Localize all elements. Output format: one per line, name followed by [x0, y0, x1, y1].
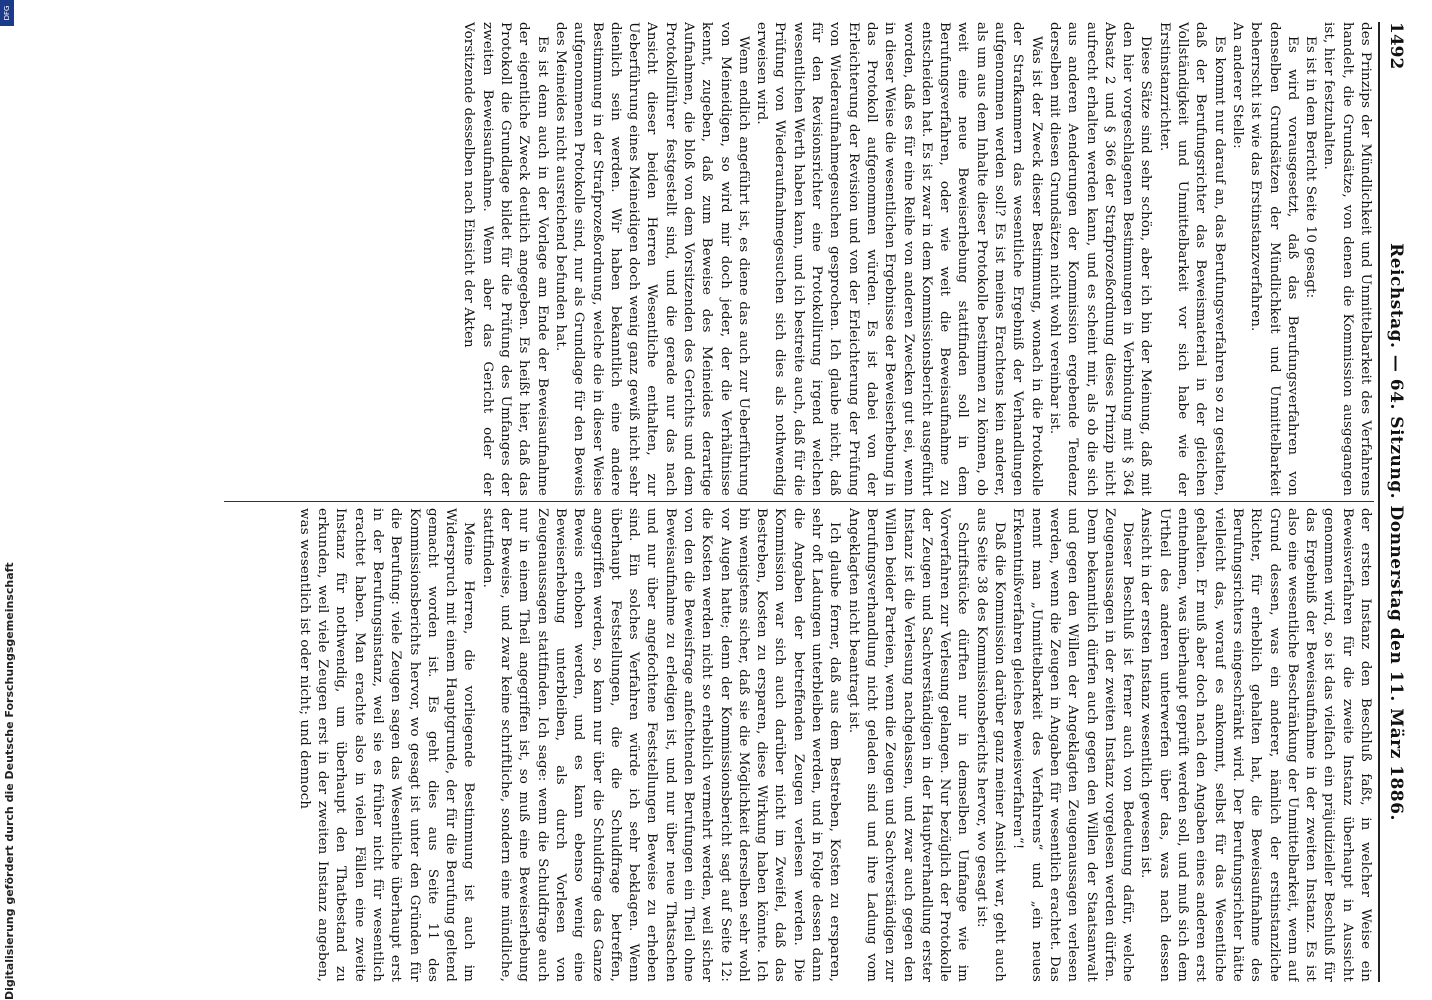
dfg-logo-icon: [0, 0, 14, 26]
left-paragraph: Diese Sätze sind sehr schön, aber ich bin der Meinung, daß mit den hier vorgeschlagenen Bestimmungen in Verbindung mit § 364 Absatz 2 und § 366 der Strafprozeßordnung dieses Prinzip nicht aufrecht erhalten werden kann, und es scheint mir, als ob die sich aus anderen Aenderungen der Kommission ergebende Tendenz derselben mit diesen Grundsätzen nicht wohl vereinbar ist.: [1046, 22, 1154, 496]
right-paragraph: Schriftstücke dürften nur in demselben Umfange wie im Vorverfahren zur Verlesung gelangen. Nur bezüglich der Protokolle der Zeugen und Sachverständigen in der Hauptverhandlung erster Instanz ist die Verlesung nachgelassen, und zwar auch gegen den Willen beider Parteien, wenn die Zeugen und Sachverständigen zur Berufungsverhandlung nicht geladen sind und ihre Ladung vom Angeklagten nicht beantragt ist.: [845, 508, 971, 982]
column-divider: [224, 501, 1374, 502]
right-paragraph: Daß die Kommission darüber ganz meiner Ansicht war, geht auch aus Seite 38 des Kommissionsberichts hervor, wo gesagt ist:: [973, 508, 1008, 982]
page-header: [1378, 22, 1410, 982]
dfg-logo-text: DFG: [3, 5, 11, 21]
text-column-right: [224, 508, 1374, 982]
left-paragraph: Was ist der Zweck dieser Bestimmung, wonach in die Protokolle der Strafkammern das wesentliche Ergebniß der Verhandlungen aufgenommen werden soll? Es ist meines Erachtens kein anderer, als um aus dem Inhalte dieser Protokolle bestimmen zu können, ob weit eine neue Beweiserhebung stattfinden soll in dem Berufungsverfahren, oder wie weit die Beweisaufnahme zu entscheiden hat. Es ist zwar in dem Kommissionsbericht ausgeführt worden, daß es für eine Reihe von anderen Zwecken gut sei, wenn in dieser Weise die wesentlichen Ergebnisse der Beweiserhebung in das Protokoll aufgenommen würden. Es ist dabei von der Erleichterung der Revision und von der Erleichterung der Prüfung von Wiederaufnahmegesuchen gesprochen. Ich glaube nicht, daß für den Revisionsrichter eine Protokollirung irgend welchen wesentlichen Werth haben kann, und ich bestreite auch, daß für die Prüfung von Wiederaufnahmegesuchen sich dies als nothwendig erweisen wird.: [754, 22, 1044, 496]
left-paragraph: Es ist in dem Bericht Seite 10 gesagt:: [1303, 36, 1319, 299]
left-paragraph: Wenn endlich angeführt ist, es diene das auch zur Ueberführung von Meineidigen, so wird mir doch jeder, der die Verhältnisse kennt, zugeben, daß zum Beweise des Meineides derartige Aufnahmen, die bloß von dem Vorsitzenden des Gerichts und dem Protokollführer festgestellt sind, und die gerade nur das nach Ansicht dieser beiden Herren Wesentliche enthalten, zur Ueberführung eines Meineidigen doch wenig ganz gewiß nicht sehr dienlich sein werden. Wir haben bekanntlich eine andere Bestimmung in der Strafprozeßordnung, welche die in dieser Weise aufgenommenen Protokolle sind, nur als Grundlage für den Beweis des Meineides nicht ausreichend befunden hat.: [552, 22, 751, 496]
digitization-credit: [3, 562, 19, 1000]
digitization-note: Digitalisierung gefördert durch die Deutsche Forschungsgemeinschaft: [3, 562, 16, 1000]
left-paragraph: An anderer Stelle:: [1229, 22, 1245, 149]
text-column-left: [224, 22, 1374, 496]
running-title: Reichstag. — 64. Sitzung. Donnerstag den 11. März 1886.: [1386, 243, 1406, 821]
right-paragraph: Meine Herren, die vorliegende Bestimmung ist auch im Widerspruch mit einem Hauptgrunde, der für die Berufung geltend gemacht worden ist. Es geht dies aus Seite 11 des Kommissionsberichts hervor, wo gesagt ist unter den Gründen für die Berufung: viele Zeugen sagen das Wesentliche überhaupt erst in der Berufungsinstanz, weil sie es früher nicht für wesentlich erachtet haben. Man erachte also in vielen Fällen eine zweite Instanz für nothwendig, um überhaupt den Thatbestand zu erkunden, weil viele Zeugen erst in der zweiten Instanz angeben, was wesentlich ist oder nicht; und dennoch: [296, 508, 477, 982]
left-paragraph: Es kommt nur darauf an, das Berufungsverfahren so zu gestalten, daß der Berufungsrichter das Beweismaterial in der gleichen Vollständigkeit und Unmittelbarkeit vor sich habe wie der Erstinstanzrichter.: [1156, 22, 1227, 496]
left-paragraph: Es wird vorausgesetzt, daß das Berufungsverfahren von denselben Grundsätzen der Mündlichkeit und Unmittelbarkeit beherrscht ist wie das Erstinstanzverfahren.: [1248, 22, 1300, 496]
page-number: 1492: [1386, 22, 1406, 70]
left-paragraph: Es ist denn auch in der Vorlage am Ende der Beweisaufnahme der eigentliche Zweck deutlich angegeben. Es heißt hier, daß das Protokoll die Grundlage bildet für die Prüfung des Umfanges der zweiten Beweisaufnahme. Wenn aber das Gericht oder der Vorsitzende desselben nach Einsicht der Akten: [461, 22, 550, 496]
right-paragraph: Dieser Beschluß ist ferner auch von Bedeutung dafür, welche Zeugenaussagen in der zweiten Instanz vorgelesen werden dürfen. Denn bekanntlich dürfen auch gegen den Willen der Staatsanwalt und gegen den Willen der Angeklagten Zeugenaussagen verlesen werden, wenn die Zeugen in Angaben für wesentlich erachtet. Das nennt man „Unmittelbarkeit des Verfahrens“ und „ein neues Erkenntnißverfahren gleiches Beweisverfahren“!: [1010, 508, 1136, 982]
rotated-sheet: [108, 0, 1418, 1000]
left-paragraph: des Prinzips der Mündlichkeit und Unmittelbarkeit des Verfahrens handelt, die Grundsätze, von denen die Kommission ausgegangen ist, hier festzuhalten.: [1321, 22, 1373, 496]
right-paragraph: der ersten Instanz den Beschluß faßt, in welcher Weise ein Beweisverfahren für die zweite Instanz überhaupt in Aussicht genommen wird, so ist das vielfach ein präjudizieller Beschluß für das Ergebniß der Beweisaufnahme in der zweiten Instanz. Es ist also eine wesentliche Beschränkung der Unmittelbarkeit, wenn auf Grund dessen, was ein anderer, nämlich der erstinstanzliche Richter, für erheblich gehalten hat, die Beweisaufnahme des Berufungsrichters eingeschränkt wird. Der Berufungsrichter hätte vielleicht das, worauf es ankommt, selbst für das Wesentliche gehalten. Er muß aber doch nach den Angaben eines anderen erst entnehmen, was überhaupt geprüft werden soll, und muß sich dem Urtheil des anderen unterwerfen über das, was nach dessen Ansicht in der ersten Instanz wesentlich gewesen ist.: [1138, 508, 1373, 982]
right-paragraph: Ich glaube ferner, daß aus dem Bestreben, Kosten zu ersparen, sehr oft Ladungen unterbleiben werden, und in Folge dessen dann die Angaben der betreffenden Zeugen verlesen werden. Die Kommission war sich auch darüber nicht im Zweifel, daß das Bestreben, Kosten zu ersparen, diese Wirkung haben könnte. Ich bin wenigstens sicher, daß sie die Möglichkeit derselben sehr wohl vor Augen hatte; denn der Kommissionsbericht sagt auf Seite 12: die Kosten werden nicht so erheblich vermehrt werden, weil sicher von den die Beweisfrage anfechtenden Berufungen ein Theil ohne Beweisaufnahme zu erledigen ist, und nur über neue Thatsachen und nur über angefochtene Feststellungen Beweise zu erheben sind. Ein solches Verfahren würde ich sehr beklagen. Wenn überhaupt Feststellungen, die die Schuldfrage betreffen, angegriffen werden, so kann nur über die Schuldfrage das Ganze Beweis erhoben werden, und es kann ebenso wenig eine Beweiserhebung unterbleiben, als durch Vorlesen von Zeugenaussagen stattfinden. Ich sage: wenn die Schuldfrage auch nur in einem Theil angegriffen ist, so muß eine Beweiserhebung der Beweise, und zwar keine schriftliche, sondern eine mündliche, stattfinden.: [479, 508, 843, 982]
